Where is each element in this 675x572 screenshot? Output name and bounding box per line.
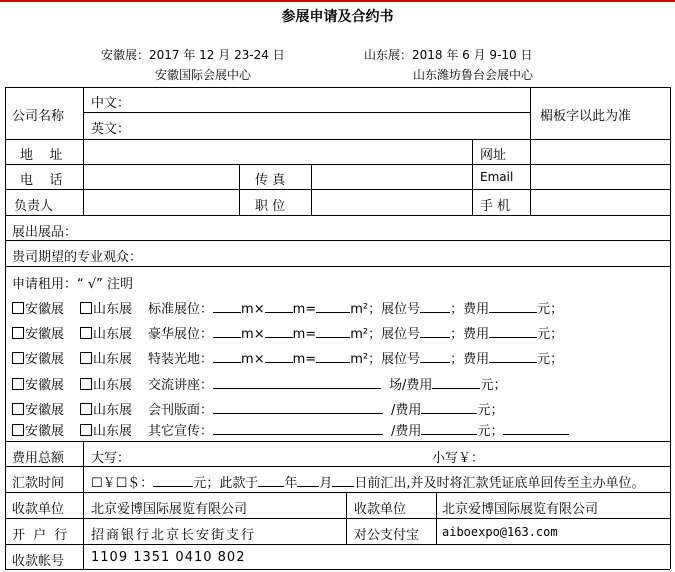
remittance-text xyxy=(91,472,645,491)
shandong-option-label: 山东展 xyxy=(93,352,133,367)
booking-row xyxy=(12,374,506,393)
shandong-option-label: 山东展 xyxy=(93,378,133,393)
payee-value-2: 北京爱博国际展览有限公司 xyxy=(442,502,599,517)
equals-m: m= xyxy=(292,352,317,367)
unit-m: m xyxy=(241,302,254,317)
area-field[interactable] xyxy=(316,325,350,338)
exhibits-label: 展出展品： xyxy=(12,225,78,240)
company-name-label: 公司名称 xyxy=(12,109,65,124)
anhui-checkbox[interactable] xyxy=(12,403,24,415)
anhui-option-label: 安徽展 xyxy=(25,403,65,418)
bank-value: 招商银行北京长安街支行 xyxy=(91,528,257,543)
fascia-note: 楣板字以此为准 xyxy=(540,109,632,124)
shandong-option-label: 山东展 xyxy=(93,403,133,418)
anhui-option-label: 安徽展 xyxy=(25,327,65,342)
anhui-option-label: 安徽展 xyxy=(25,424,65,439)
shandong-checkbox[interactable] xyxy=(80,302,92,314)
mobile-label: 手 机 xyxy=(480,199,511,214)
total-label: 费用总额 xyxy=(12,451,65,466)
equals-m: m= xyxy=(292,327,317,342)
times-sign: × xyxy=(253,327,265,342)
shandong-checkbox[interactable] xyxy=(80,403,92,415)
remit-text-b: 元；此款于 xyxy=(193,476,259,491)
yuan-label: 元； xyxy=(477,403,504,418)
item-label: 会刊版面： xyxy=(148,403,214,418)
length-field[interactable] xyxy=(213,350,241,363)
phone-label: 电 话 xyxy=(20,173,63,188)
alipay-value: aiboexpo@163.com xyxy=(442,525,558,539)
currency-options[interactable]: ☐￥☐＄： xyxy=(91,476,154,491)
anhui-checkbox[interactable] xyxy=(12,302,24,314)
audience-label: 贵司期望的专业观众： xyxy=(12,250,143,265)
page-field[interactable] xyxy=(213,401,383,414)
session-field[interactable] xyxy=(213,376,381,389)
unit-m2: m² xyxy=(350,352,369,367)
other-field[interactable] xyxy=(213,422,383,435)
times-sign: × xyxy=(253,302,265,317)
times-sign: × xyxy=(253,352,265,367)
unit-m2: m² xyxy=(350,302,369,317)
remittance-label: 汇款时间 xyxy=(12,476,65,491)
anhui-option-label: 安徽展 xyxy=(25,352,65,367)
shandong-show-date: 山东展：2018 年 6 月 9-10 日 xyxy=(364,48,533,62)
booth-no-field[interactable] xyxy=(420,325,450,338)
fee-field[interactable] xyxy=(489,350,537,363)
unit-m: m xyxy=(241,352,254,367)
fee-field[interactable] xyxy=(421,422,477,435)
anhui-checkbox[interactable] xyxy=(12,378,24,390)
english-name-label: 英文： xyxy=(91,122,131,137)
yuan-label: 元； xyxy=(537,302,564,317)
width-field[interactable] xyxy=(265,350,293,363)
booth-no-label: ；展位号 xyxy=(368,327,421,342)
booking-row xyxy=(12,348,563,367)
fee-field[interactable] xyxy=(432,376,480,389)
fee-label: ；费用 xyxy=(450,302,490,317)
width-field[interactable] xyxy=(265,300,293,313)
yuan-label: 元； xyxy=(537,327,564,342)
email-label: Email xyxy=(480,170,514,184)
booth-no-field[interactable] xyxy=(420,350,450,363)
length-field[interactable] xyxy=(213,300,241,313)
total-uppercase-label: 大写： xyxy=(91,451,131,466)
shandong-checkbox[interactable] xyxy=(80,378,92,390)
booking-row xyxy=(12,420,569,439)
chinese-name-label: 中文： xyxy=(91,96,131,111)
area-field[interactable] xyxy=(316,300,350,313)
account-value: 1109 1351 0410 802 xyxy=(91,550,246,565)
anhui-checkbox[interactable] xyxy=(12,352,24,364)
yuan-label: 元； xyxy=(480,378,507,393)
position-label: 职 位 xyxy=(255,199,286,214)
equals-m: m= xyxy=(292,302,317,317)
anhui-checkbox[interactable] xyxy=(12,424,24,436)
shandong-checkbox[interactable] xyxy=(80,327,92,339)
length-field[interactable] xyxy=(213,325,241,338)
remit-text-c: 日前汇出,并及时将汇款凭证底单回传至主办单位。 xyxy=(354,476,645,491)
shandong-show-venue: 山东潍坊鲁台会展中心 xyxy=(413,68,534,82)
account-label: 收款帐号 xyxy=(12,554,65,569)
anhui-option-label: 安徽展 xyxy=(25,302,65,317)
item-label: 豪华展位： xyxy=(148,327,214,342)
page-title: 参展申请及合约书 xyxy=(281,9,394,25)
anhui-show-date: 安徽展：2017 年 12 月 23-24 日 xyxy=(101,48,285,62)
item-label: 其它宣传： xyxy=(148,424,214,439)
payee-value: 北京爱博国际展览有限公司 xyxy=(91,502,248,517)
fee-label: ；费用 xyxy=(450,352,490,367)
unit-m2: m² xyxy=(350,327,369,342)
fee-field[interactable] xyxy=(489,300,537,313)
unit-m: m xyxy=(241,327,254,342)
shandong-option-label: 山东展 xyxy=(93,302,133,317)
item-label: 标准展位： xyxy=(148,302,214,317)
yuan-label: 元； xyxy=(537,352,564,367)
bank-label: 开 户 行 xyxy=(12,528,70,543)
anhui-option-label: 安徽展 xyxy=(25,378,65,393)
area-field[interactable] xyxy=(316,350,350,363)
fee-label: ；费用 xyxy=(450,327,490,342)
booth-no-field[interactable] xyxy=(420,300,450,313)
booth-no-label: ；展位号 xyxy=(368,302,421,317)
item-label: 交流讲座： xyxy=(148,378,214,393)
booking-row xyxy=(12,323,563,342)
session-fee-label: 场/费用 xyxy=(389,378,433,393)
shandong-option-label: 山东展 xyxy=(93,327,133,342)
payee-label-2: 收款单位 xyxy=(354,502,407,517)
payee-label: 收款单位 xyxy=(12,502,65,517)
address-label: 地 址 xyxy=(20,148,63,163)
person-in-charge-label: 负责人 xyxy=(14,199,54,214)
item-label: 特装光地： xyxy=(148,352,214,367)
apply-label: 申请租用：“ √” 注明 xyxy=(12,277,134,292)
total-lowercase-label: 小写￥： xyxy=(432,451,485,466)
fee-label: /费用 xyxy=(391,403,422,418)
booking-row xyxy=(12,298,563,317)
fee-field[interactable] xyxy=(489,325,537,338)
booth-no-label: ；展位号 xyxy=(368,352,421,367)
width-field[interactable] xyxy=(265,325,293,338)
alipay-label: 对公支付宝 xyxy=(354,528,420,543)
top-red-rule xyxy=(0,0,675,2)
fee-field[interactable] xyxy=(421,401,477,414)
fee-label: /费用 xyxy=(391,424,422,439)
anhui-show-venue: 安徽国际会展中心 xyxy=(155,68,252,82)
booking-row xyxy=(12,399,503,418)
remit-month: 月 xyxy=(319,476,333,491)
anhui-checkbox[interactable] xyxy=(12,327,24,339)
remit-year: 年 xyxy=(284,476,298,491)
shandong-checkbox[interactable] xyxy=(80,352,92,364)
shandong-option-label: 山东展 xyxy=(93,424,133,439)
shandong-checkbox[interactable] xyxy=(80,424,92,436)
yuan-label: 元； xyxy=(477,424,504,439)
fax-label: 传 真 xyxy=(255,173,286,188)
website-label: 网址 xyxy=(480,148,507,163)
extra-field[interactable] xyxy=(503,422,569,435)
